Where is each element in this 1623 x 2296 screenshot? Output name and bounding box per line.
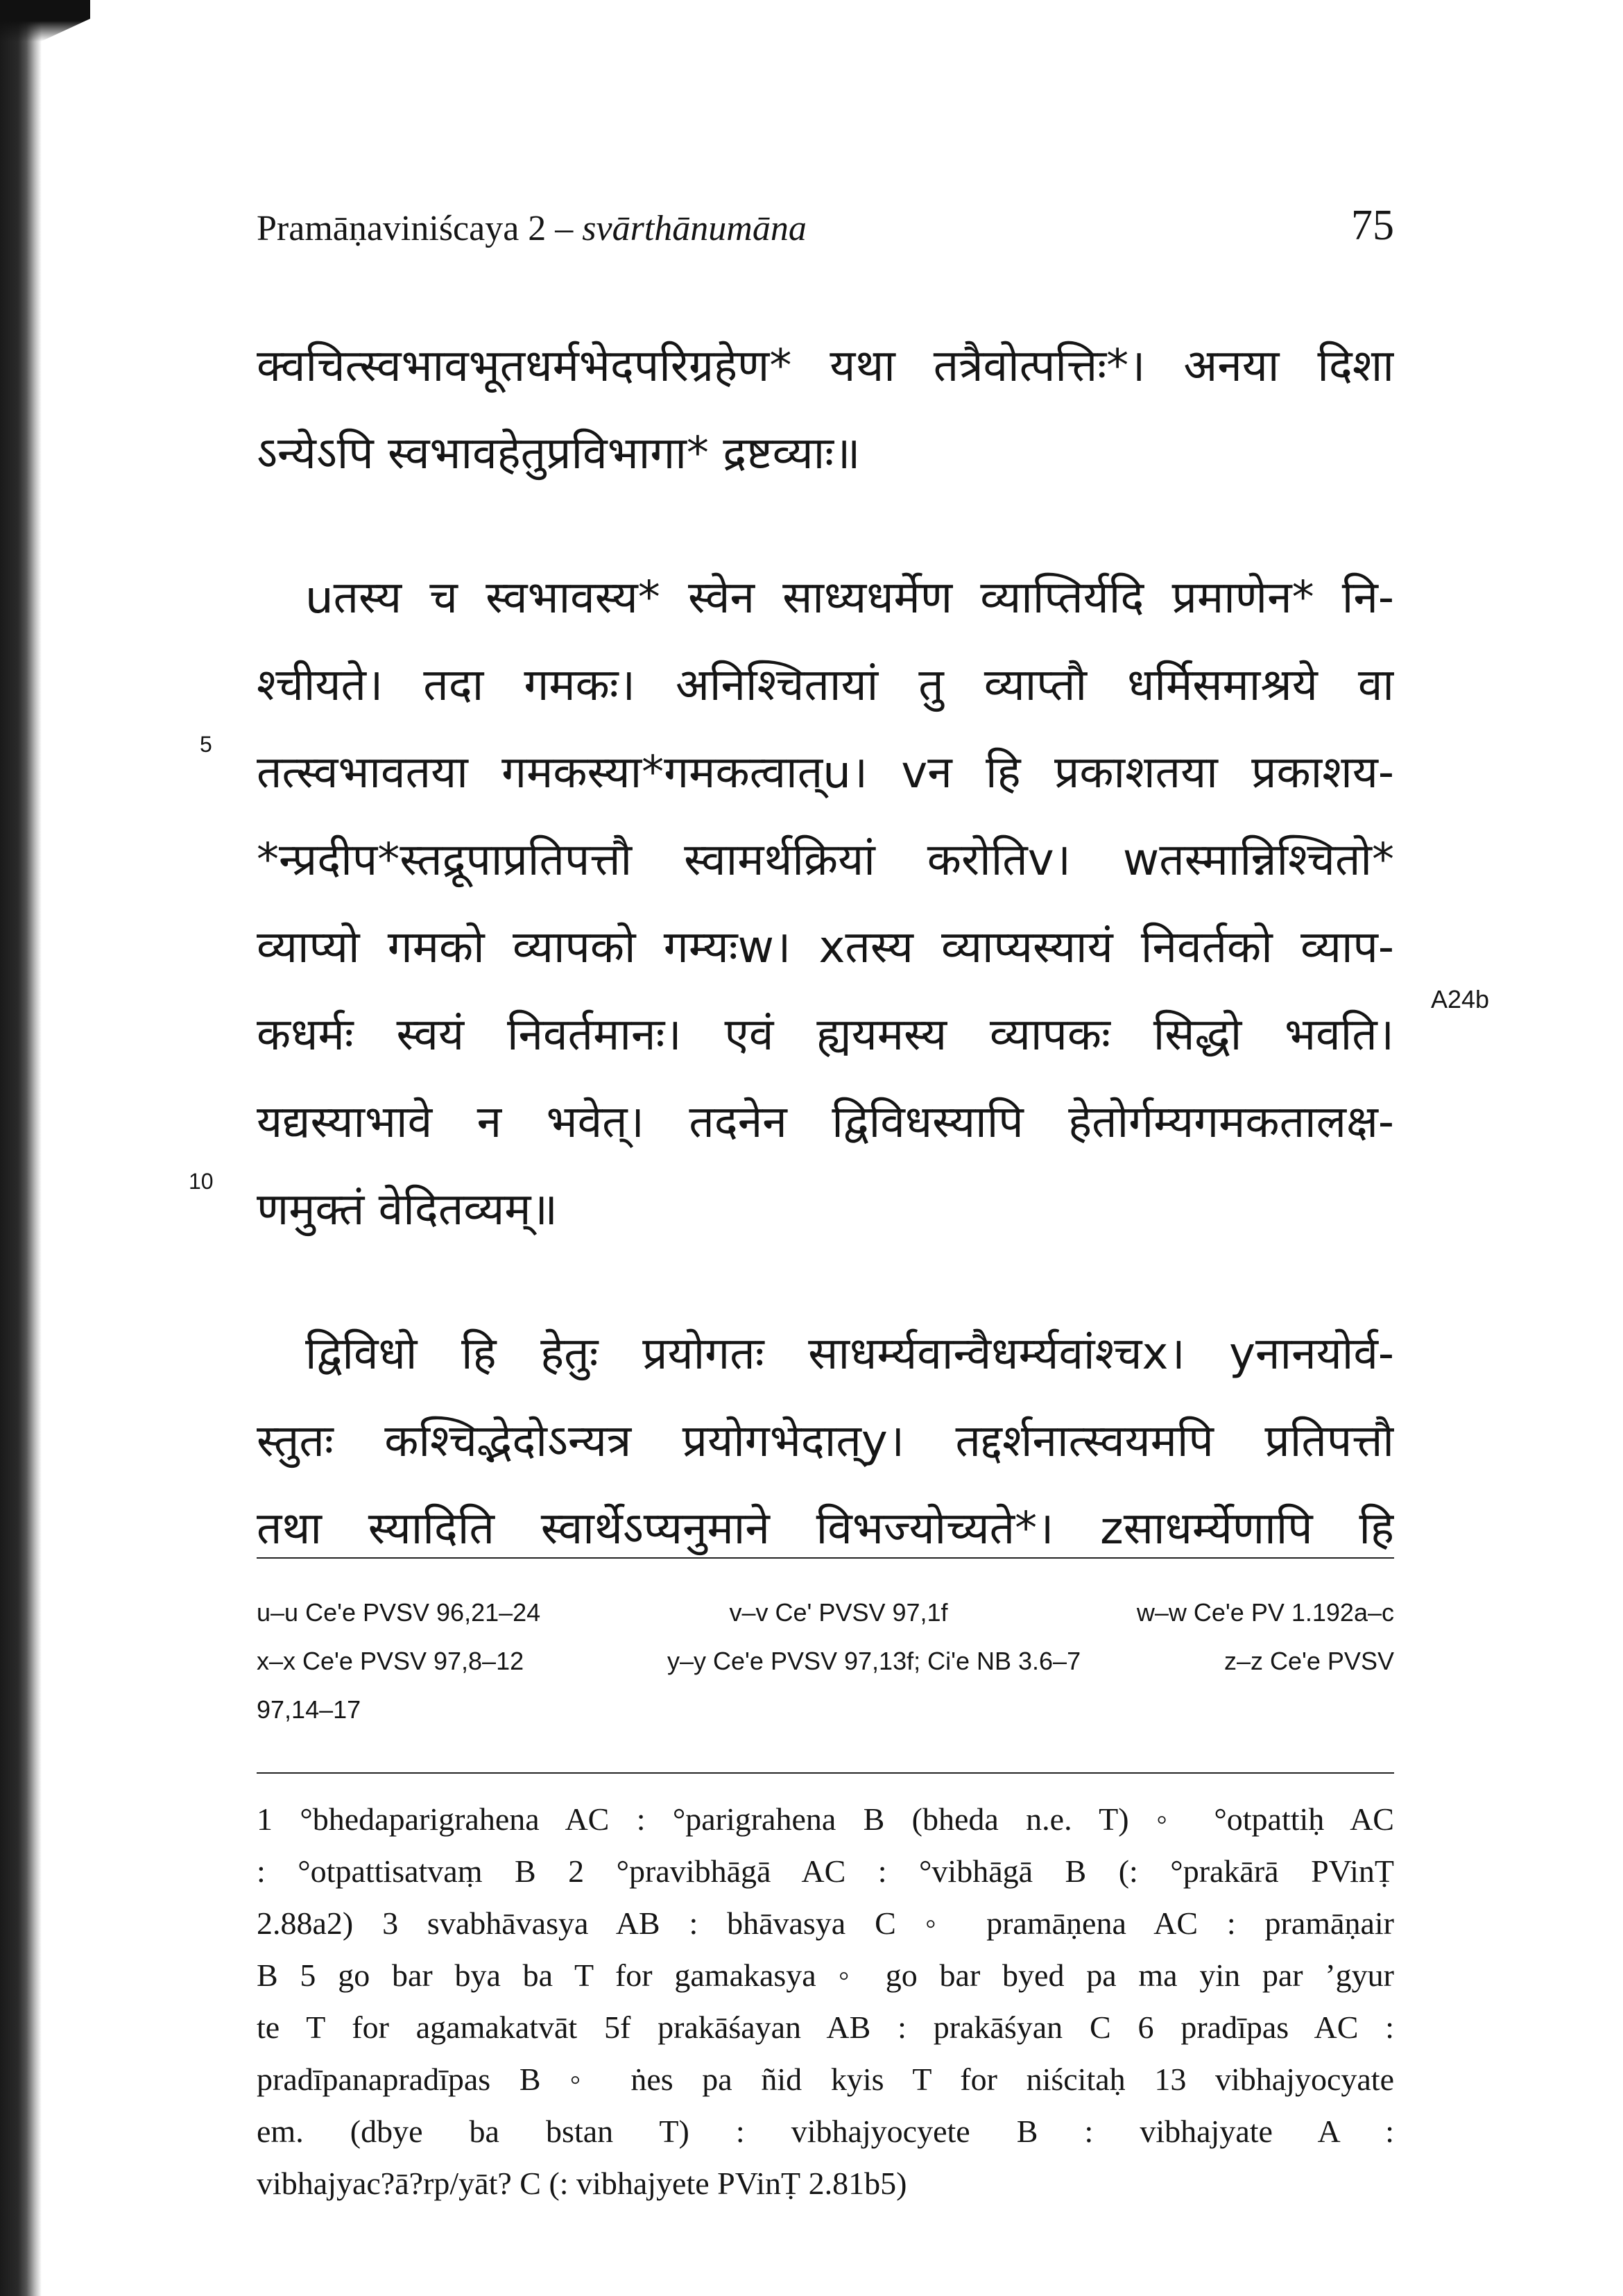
apparatus-line: 1 °bhedaparigrahena AC : °parigrahena B (bheda n.e. T) ◦ °otpattiḥ AC (257, 1801, 1394, 1837)
apparatus-line: vibhajyac?ā?rp/yāt? C (: vibhajyete PVinṬ 2.81b5) (257, 2166, 907, 2201)
reference-item: u–u Ce'e PVSV 96,21–24 (257, 1598, 541, 1627)
reference-item: v–v Ce' PVSV 97,1f (729, 1598, 948, 1627)
apparatus-line: B 5 go bar bya ba T for gamakasya ◦ go bar byed pa ma yin par ’gyur (257, 1957, 1394, 1993)
reference-item: x–x Ce'e PVSV 97,8–12 (257, 1647, 524, 1675)
text-line: कधर्मः स्वयं निवर्तमानः। एवं ह्ययमस्य व्यापकः सिद्धो भवति। (257, 1009, 1394, 1061)
page-number: 75 (1351, 202, 1394, 249)
text-line: व्याप्यो गमको व्यापको गम्यःw। xतस्य व्याप्यस्यायं निवर्तको व्याप- (257, 922, 1394, 973)
text-line: uतस्य च स्वभावस्य* स्वेन साध्यधर्मेण व्याप्तिर्यदि प्रमाणेन* नि- (305, 572, 1394, 624)
line-number-margin: 10 (189, 1169, 214, 1194)
apparatus-line: 2.88a2) 3 svabhāvasya AB : bhāvasya C ◦ pramāṇena AC : pramāṇair (257, 1905, 1394, 1941)
text-line: यद्यस्याभावे न भवेत्। तदनेन द्विविधस्यापि हेतोर्गम्यगमकतालक्ष- (257, 1097, 1394, 1148)
reference-item: y–y Ce'e PVSV 97,13f; Ci'e NB 3.6–7 (667, 1647, 1081, 1675)
notes-divider (257, 1772, 1394, 1774)
text-line: *न्प्रदीप*स्तद्रूपाप्रतिपत्तौ स्वामर्थक्रियां करोतिv। wतस्मान्निश्चितो* (257, 834, 1394, 886)
reference-row (257, 1686, 1394, 1734)
text-line: श्चीयते। तदा गमकः। अनिश्चितायां तु व्याप्तौ धर्मिसमाश्रये वा (257, 660, 1394, 711)
text-line: तत्स्वभावतया गमकस्या*गमकत्वात्u। vन हि प्रकाशतया प्रकाशय- (257, 747, 1394, 798)
apparatus-line: em. (dbye ba bstan T) : vibhajyocyete B : vibhajyate A : (257, 2114, 1394, 2149)
sanskrit-main-text (257, 323, 1394, 1573)
apparatus-line: pradīpanapradīpas B ◦ ṅes pa ñid kyis T for niścitaḥ 13 vibhajyocyate (257, 2062, 1394, 2097)
text-line: तथा स्यादिति स्वार्थेऽप्यनुमाने विभज्योच्यते*। zसाधर्म्येणापि हि (257, 1503, 1394, 1554)
text-line: द्विविधो हि हेतुः प्रयोगतः साधर्म्यवान्वैधर्म्यवांश्चx। yनानयोर्व- (305, 1328, 1394, 1380)
apparatus-line: te T for agamakatvāt 5f prakāśayan AB : prakāśyan C 6 pradīpas AC : (257, 2010, 1394, 2045)
reference-item: w–w Ce'e PV 1.192a–c (1136, 1598, 1394, 1627)
running-header (257, 201, 1394, 257)
folio-side-reference: A24b (1431, 985, 1490, 1013)
critical-apparatus (257, 1793, 1394, 2209)
reference-item: 97,14–17 (257, 1695, 361, 1724)
text-line: ऽन्येऽपि स्वभावहेतुप्रविभागा* द्रष्टव्याः॥ (257, 428, 861, 479)
text-line: णमुक्तं वेदितव्यम्॥ (257, 1184, 558, 1235)
reference-row (257, 1637, 1394, 1686)
line-number-margin: 5 (200, 732, 212, 757)
scan-corner-shadow (0, 0, 90, 42)
header-title: Pramāṇaviniścaya 2 – svārthānumāna (257, 209, 807, 248)
source-references (257, 1588, 1394, 1734)
text-line: स्तुतः कश्चिद्भेदोऽन्यत्र प्रयोगभेदात्y। तद्दर्शनात्स्वयमपि प्रतिपत्तौ (257, 1416, 1394, 1467)
reference-row (257, 1588, 1394, 1637)
references-divider (257, 1557, 1394, 1559)
scan-binding-edge (0, 0, 42, 2296)
header-title-italic: svārthānumāna (582, 209, 807, 248)
reference-item: z–z Ce'e PVSV (1223, 1647, 1394, 1675)
text-line: क्वचित्स्वभावभूतधर्मभेदपरिग्रहेण* यथा तत्रैवोत्पत्तिः*। अनया दिशा (257, 341, 1394, 392)
apparatus-line: : °otpattisatvaṃ B 2 °pravibhāgā AC : °vibhāgā B (: °prakārā PVinṬ (257, 1853, 1394, 1889)
